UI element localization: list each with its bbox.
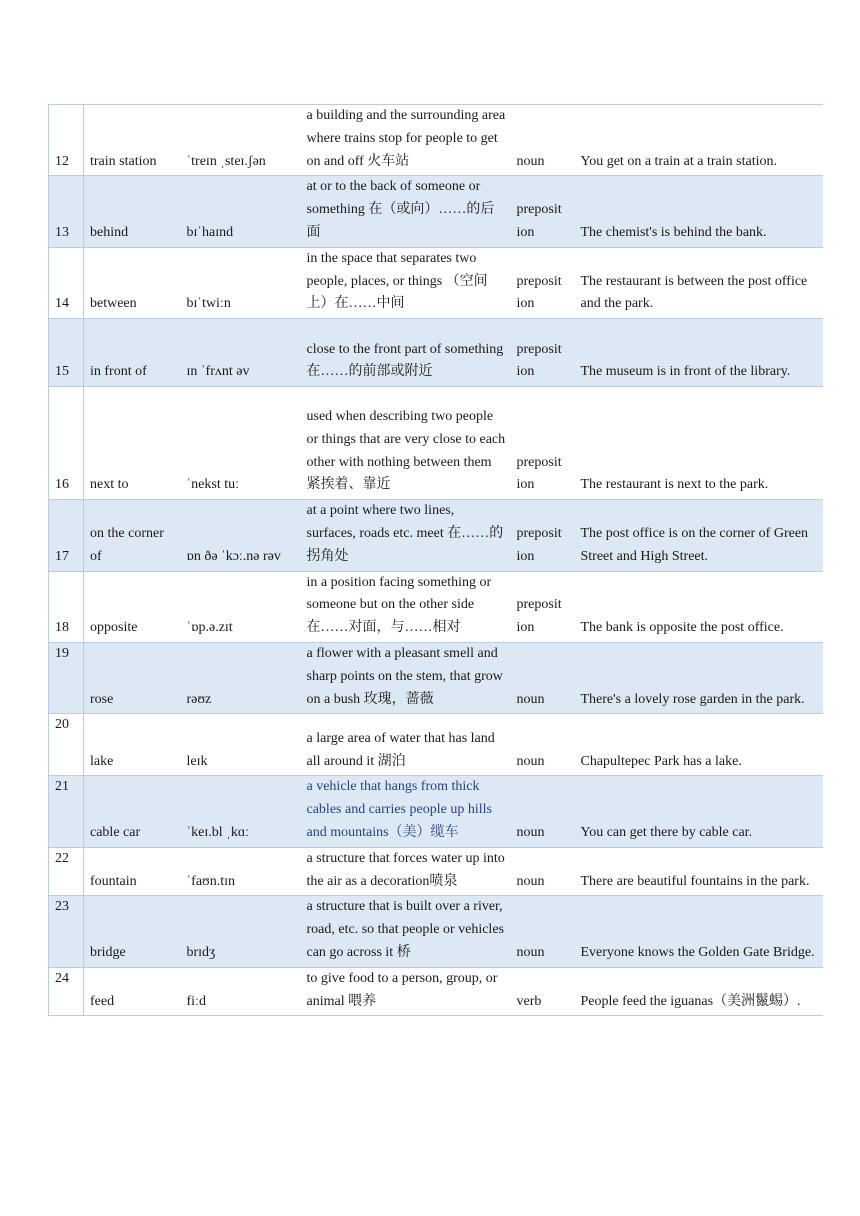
definition-cell: in the space that separates two people, places, or things （空间上）在……中间	[301, 247, 511, 318]
example-cell: The restaurant is next to the park.	[575, 387, 823, 500]
word-cell: bridge	[84, 896, 181, 967]
part-of-speech-cell: preposit ion	[511, 500, 575, 571]
row-number: 19	[49, 642, 84, 713]
table-row	[49, 967, 823, 1016]
part-of-speech-cell: noun	[511, 896, 575, 967]
phonetic-cell: bɪˈtwiːn	[181, 247, 301, 318]
example-cell: The museum is in front of the library.	[575, 319, 823, 387]
example-cell: The bank is opposite the post office.	[575, 571, 823, 642]
row-number: 21	[49, 776, 84, 847]
definition-cell: close to the front part of something 在……的前部或附近	[301, 319, 511, 387]
definition-cell: at or to the back of someone or something 在（或向）……的后面	[301, 176, 511, 247]
part-of-speech-cell: noun	[511, 714, 575, 776]
phonetic-cell: leɪk	[181, 714, 301, 776]
table-row	[49, 642, 823, 713]
phonetic-cell: rəʊz	[181, 642, 301, 713]
table-row	[49, 571, 823, 642]
table-row	[49, 500, 823, 571]
row-number: 13	[49, 176, 84, 247]
row-number: 17	[49, 500, 84, 571]
example-cell: Everyone knows the Golden Gate Bridge.	[575, 896, 823, 967]
word-cell: between	[84, 247, 181, 318]
definition-cell: in a position facing something or someone but on the other side 在……对面，与……相对	[301, 571, 511, 642]
phonetic-cell: brɪdʒ	[181, 896, 301, 967]
word-cell: lake	[84, 714, 181, 776]
definition-cell: used when describing two people or things that are very close to each other with nothing between them 紧挨着、靠近	[301, 387, 511, 500]
definition-cell: a flower with a pleasant smell and sharp points on the stem, that grow on a bush 玫瑰，蔷薇	[301, 642, 511, 713]
row-number: 24	[49, 967, 84, 1016]
table-row	[49, 247, 823, 318]
row-number: 20	[49, 714, 84, 776]
word-cell: train station	[84, 105, 181, 176]
part-of-speech-cell: noun	[511, 847, 575, 896]
part-of-speech-cell: preposit ion	[511, 176, 575, 247]
phonetic-cell: ˈnekst tuː	[181, 387, 301, 500]
row-number: 22	[49, 847, 84, 896]
phonetic-cell: fiːd	[181, 967, 301, 1016]
table-row	[49, 776, 823, 847]
table-row	[49, 105, 823, 176]
row-number: 18	[49, 571, 84, 642]
row-number: 14	[49, 247, 84, 318]
word-cell: fountain	[84, 847, 181, 896]
table-row	[49, 714, 823, 776]
example-cell: There's a lovely rose garden in the park.	[575, 642, 823, 713]
part-of-speech-cell: noun	[511, 105, 575, 176]
part-of-speech-cell: verb	[511, 967, 575, 1016]
word-cell: next to	[84, 387, 181, 500]
phonetic-cell: ˈɒp.ə.zɪt	[181, 571, 301, 642]
part-of-speech-cell: preposit ion	[511, 319, 575, 387]
word-cell: on the corner of	[84, 500, 181, 571]
row-number: 12	[49, 105, 84, 176]
example-cell: You can get there by cable car.	[575, 776, 823, 847]
definition-cell: a large area of water that has land all around it 湖泊	[301, 714, 511, 776]
phonetic-cell: ˈkeɪ.bl ˌkɑː	[181, 776, 301, 847]
table-row	[49, 319, 823, 387]
phonetic-cell: ˈfaʊn.tɪn	[181, 847, 301, 896]
example-cell: Chapultepec Park has a lake.	[575, 714, 823, 776]
definition-cell: a building and the surrounding area where trains stop for people to get on and off 火车站	[301, 105, 511, 176]
definition-cell: to give food to a person, group, or animal 喂养	[301, 967, 511, 1016]
part-of-speech-cell: preposit ion	[511, 387, 575, 500]
definition-cell: at a point where two lines, surfaces, roads etc. meet 在……的拐角处	[301, 500, 511, 571]
example-cell: You get on a train at a train station.	[575, 105, 823, 176]
table-row	[49, 387, 823, 500]
phonetic-cell: ˈtreɪn ˌsteɪ.ʃən	[181, 105, 301, 176]
definition-cell: a vehicle that hangs from thick cables and carries people up hills and mountains（美）缆车	[301, 776, 511, 847]
row-number: 16	[49, 387, 84, 500]
example-cell: The chemist's is behind the bank.	[575, 176, 823, 247]
table-row	[49, 847, 823, 896]
word-cell: behind	[84, 176, 181, 247]
table-row	[49, 176, 823, 247]
example-cell: The restaurant is between the post office and the park.	[575, 247, 823, 318]
word-cell: in front of	[84, 319, 181, 387]
definition-cell: a structure that forces water up into the air as a decoration喷泉	[301, 847, 511, 896]
part-of-speech-cell: noun	[511, 642, 575, 713]
word-cell: feed	[84, 967, 181, 1016]
vocabulary-table	[48, 104, 823, 1016]
row-number: 23	[49, 896, 84, 967]
word-cell: cable car	[84, 776, 181, 847]
phonetic-cell: ɪn ˈfrʌnt əv	[181, 319, 301, 387]
word-cell: opposite	[84, 571, 181, 642]
example-cell: People feed the iguanas（美洲鬣蜴）.	[575, 967, 823, 1016]
definition-cell: a structure that is built over a river, road, etc. so that people or vehicles can go across it 桥	[301, 896, 511, 967]
example-cell: There are beautiful fountains in the park.	[575, 847, 823, 896]
table-row	[49, 896, 823, 967]
example-cell: The post office is on the corner of Green Street and High Street.	[575, 500, 823, 571]
part-of-speech-cell: preposit ion	[511, 571, 575, 642]
phonetic-cell: bɪˈhaɪnd	[181, 176, 301, 247]
part-of-speech-cell: noun	[511, 776, 575, 847]
part-of-speech-cell: preposit ion	[511, 247, 575, 318]
row-number: 15	[49, 319, 84, 387]
phonetic-cell: ɒn ðə ˈkɔː.nə rəv	[181, 500, 301, 571]
word-cell: rose	[84, 642, 181, 713]
